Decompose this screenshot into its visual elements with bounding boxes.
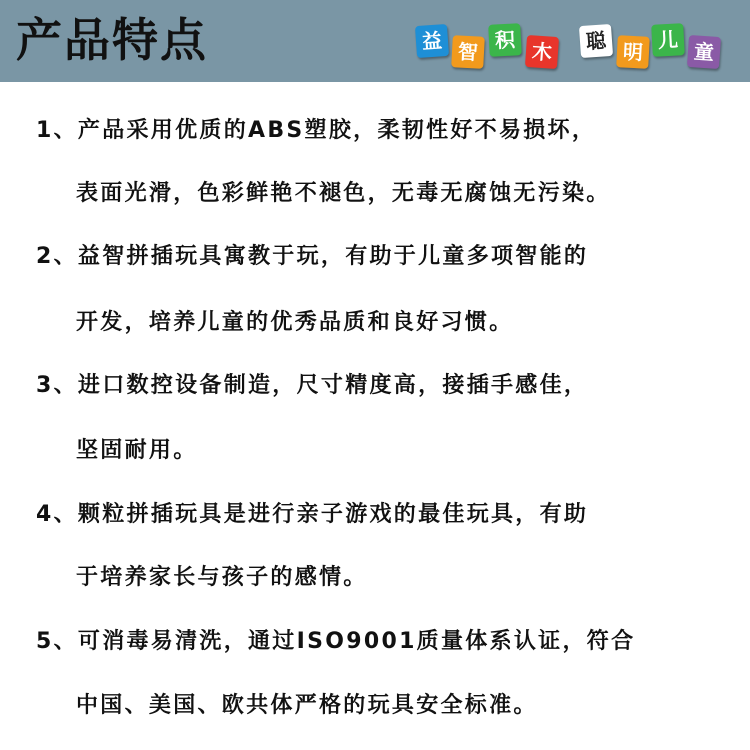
banner-tiles (0, 0, 750, 82)
header-bar (0, 0, 750, 82)
banner-tile-7: 儿 (651, 23, 685, 57)
banner-tile-2: 智 (451, 35, 485, 69)
feature-3-line-1: 3、进口数控设备制造，尺寸精度高，接插手感佳， (36, 373, 589, 398)
banner-tile-4: 木 (525, 35, 559, 69)
feature-1-line-1: 1、产品采用优质的ABS塑胶，柔韧性好不易损坏， (36, 118, 597, 143)
feature-5-line-1: 5、可消毒易清洗，通过ISO9001质量体系认证，符合 (36, 629, 636, 654)
feature-2-line-1: 2、益智拼插玩具寓教于玩，有助于儿童多项智能的 (36, 244, 589, 269)
banner-tile-5: 聪 (579, 24, 613, 58)
feature-3-line-2: 坚固耐用。 (76, 438, 198, 463)
feature-4-line-1: 4、颗粒拼插玩具是进行亲子游戏的最佳玩具，有助 (36, 502, 589, 527)
banner-tile-1: 益 (415, 24, 449, 58)
feature-4-line-2: 于培养家长与孩子的感情。 (76, 565, 368, 590)
page-title: 产品特点 (16, 13, 208, 67)
feature-2-line-2: 开发，培养儿童的优秀品质和良好习惯。 (76, 310, 514, 335)
feature-1-line-2: 表面光滑，色彩鲜艳不褪色，无毒无腐蚀无污染。 (76, 181, 611, 206)
feature-5-line-2: 中国、美国、欧共体严格的玩具安全标准。 (76, 693, 538, 718)
banner-tile-3: 积 (488, 23, 522, 57)
banner-tile-8: 童 (687, 35, 721, 69)
banner-tile-6: 明 (616, 35, 650, 69)
